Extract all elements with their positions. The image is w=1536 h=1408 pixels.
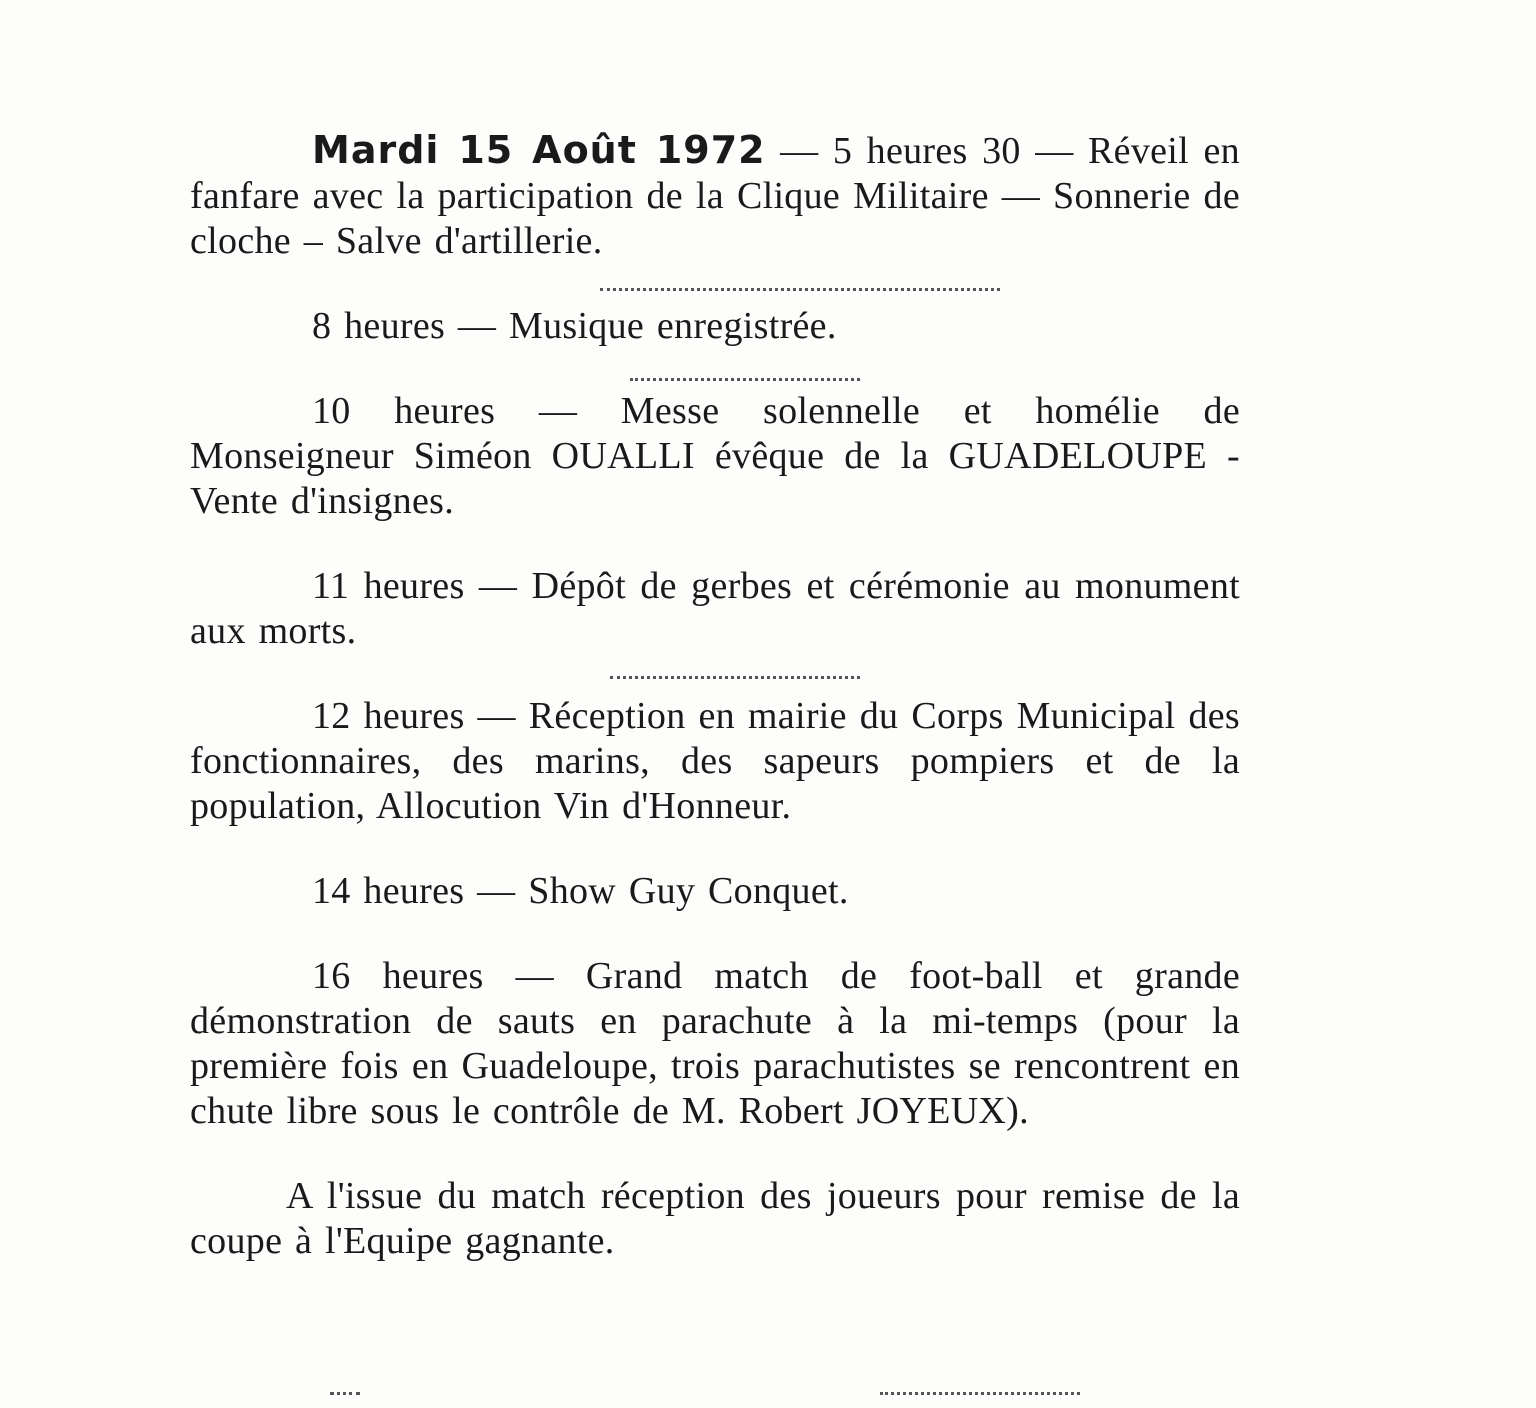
paragraph-10h: 10 heures — Messe solennelle et homélie de Monseigneur Siméon OUALLI évêque de la GUADELOUPE - Vente d'insignes. xyxy=(190,390,1240,522)
dotted-separator xyxy=(630,378,860,381)
dotted-separator xyxy=(330,1392,360,1395)
dotted-separator xyxy=(600,288,1000,291)
program-text xyxy=(190,128,1240,1304)
paragraph-8h: 8 heures — Musique enregistrée. xyxy=(312,305,837,347)
date-heading: Mardi 15 Août 1972 xyxy=(312,128,766,172)
paragraph-16h: 16 heures — Grand match de foot-ball et grande démonstration de sauts en parachute à la mi-temps (pour la première fois en Guadeloupe, trois parachutistes se rencontrent en chute libre sous le contrôle de M. Robert JOYEUX). xyxy=(190,955,1240,1132)
paragraph-12h: 12 heures — Réception en mairie du Corps Municipal des fonctionnaires, des marins, des sapeurs pompiers et de la population, Allocution Vin d'Honneur. xyxy=(190,695,1240,827)
dotted-separator xyxy=(610,676,860,679)
paragraph-issue-match: A l'issue du match réception des joueurs pour remise de la coupe à l'Equipe gagnante. xyxy=(190,1175,1240,1262)
dotted-separator xyxy=(880,1392,1080,1395)
paragraph-reveil xyxy=(190,128,1240,264)
paragraph-text: — 5 heures 30 — Réveil en fanfare avec la participation de la Clique Militaire — Sonnerie de cloche – Salve d'artillerie. xyxy=(190,130,1240,262)
paragraph-11h: 11 heures — Dépôt de gerbes et cérémonie au monument aux morts. xyxy=(190,565,1240,652)
paragraph-14h: 14 heures — Show Guy Conquet. xyxy=(312,870,849,912)
